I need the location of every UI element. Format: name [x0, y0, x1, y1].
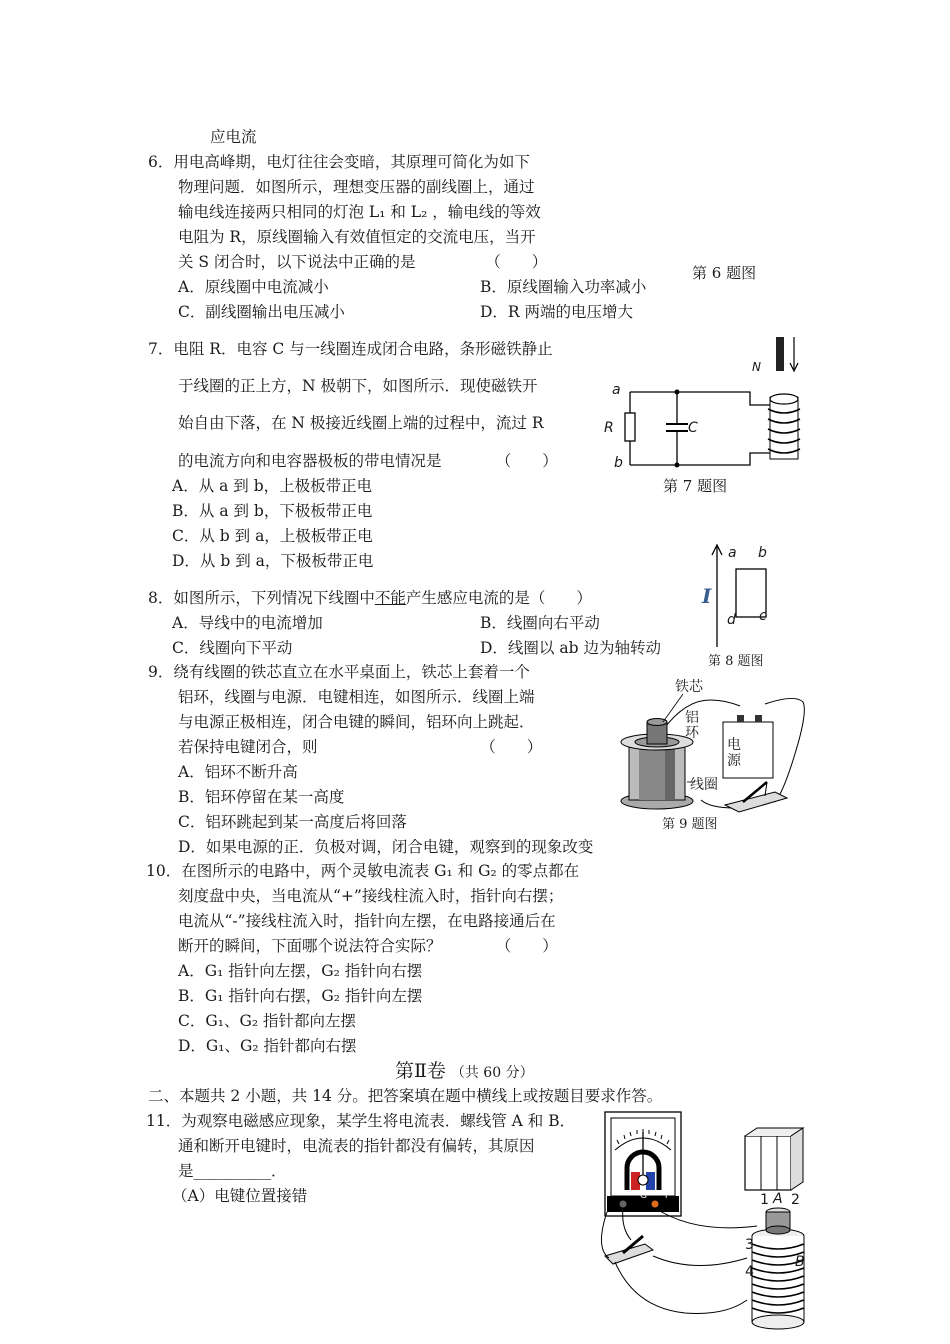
q6-stem-line: 输电线连接两只相同的灯泡 L₁ 和 L₂ ，输电线的等效 — [178, 203, 541, 221]
part-2-score: （共 60 分） — [450, 1065, 534, 1081]
q6-stem-line: 6．用电高峰期，电灯往往会变暗，其原理可简化为如下 — [148, 153, 530, 171]
q11-stem-line: 11．为观察电磁感应现象，某学生将电流表．螺线管 A 和 B． — [146, 1112, 576, 1130]
q7-label-a: a — [612, 382, 621, 398]
q7-label-r: R — [604, 420, 614, 436]
q7-figure-caption: 第 7 题图 — [663, 477, 728, 495]
q6-stem-line: 关 S 闭合时，以下说法中正确的是 （ ） — [178, 253, 548, 271]
q8-label-d: d — [727, 612, 736, 628]
q10-stem-line: 断开的瞬间，下面哪个说法符合实际？ （ ） — [178, 937, 558, 955]
q8-option-d: D．线圈以 ab 边为轴转动 — [480, 639, 661, 657]
q9-label-coil: 线圈 — [690, 777, 718, 793]
q9-stem-line: 9．绕有线圈的铁芯直立在水平桌面上，铁芯上套着一个 — [148, 663, 530, 681]
q8-option-c: C．线圈向下平动 — [172, 639, 293, 657]
q10-option-b: B．G₁ 指针向右摆，G₂ 指针向左摆 — [178, 987, 423, 1005]
q6-option-c: C．副线圈输出电压减小 — [178, 303, 345, 321]
q10-stem-line: 10．在图所示的电路中，两个灵敏电流表 G₁ 和 G₂ 的零点都在 — [146, 862, 580, 880]
q7-circuit-figure — [600, 335, 820, 475]
q7-stem-line: 7．电阻 R．电容 C 与一线圈连成闭合电路，条形磁铁静止 — [148, 340, 553, 358]
q11-option-a: （A）电键位置接错 — [172, 1187, 308, 1205]
q7-label-b: b — [614, 455, 623, 471]
q7-label-c: C — [688, 420, 698, 436]
q7-stem-line: 于线圈的正上方，N 极朝下，如图所示．现使磁铁开 — [178, 377, 538, 395]
q11-label-g: G — [640, 1191, 647, 1201]
q8-stem — [148, 587, 592, 609]
q7-option-d: D．从 b 到 a，下极板带正电 — [172, 552, 374, 570]
q9-option-d: D．如果电源的正．负极对调，闭合电键，观察到的现象改变 — [178, 838, 594, 856]
q11-apparatus-figure — [595, 1108, 835, 1338]
q7-stem-line: 的电流方向和电容器极板的带电情况是 （ ） — [178, 452, 558, 470]
q8-label-b: b — [758, 545, 767, 561]
q9-option-b: B．铝环停留在某一高度 — [178, 788, 345, 806]
q11-label-minus: - — [616, 1190, 620, 1201]
q7-stem-line: 始自由下落，在 N 极接近线圈上端的过程中，流过 R — [178, 414, 544, 432]
q11-terminal-1: 1 — [760, 1192, 769, 1208]
q9-stem-line: 铝环，线圈与电源．电键相连，如图所示．线圈上端 — [178, 688, 535, 706]
q9-figure-caption: 第 9 题图 — [662, 817, 718, 832]
q9-stem-line: 若保持电键闭合，则 （ ） — [178, 738, 543, 756]
q6-figure-caption: 第 6 题图 — [692, 264, 757, 282]
q8-label-i: I — [702, 584, 712, 608]
q8-stem-pre: 8．如图所示，下列情况下线圈中 — [148, 589, 375, 607]
q6-option-b: B．原线圈输入功率减小 — [480, 278, 647, 296]
q11-terminal-4: 4 — [745, 1264, 754, 1280]
q6-stem-line: 物理问题．如图所示，理想变压器的副线圈上，通过 — [178, 178, 535, 196]
q11-label-b: B — [795, 1254, 805, 1270]
q11-label-plus: + — [662, 1190, 671, 1201]
q7-option-c: C．从 b 到 a，上极板带正电 — [172, 527, 373, 545]
q9-stem-line: 与电源正极相连，闭合电键的瞬间，铝环向上跳起． — [178, 713, 535, 731]
q8-stem-emphasis: 不能 — [374, 589, 406, 607]
q6-stem-line: 电阻为 R，原线圈输入有效值恒定的交流电压，当开 — [178, 228, 536, 246]
q7-option-b: B．从 a 到 b，下极板带正电 — [172, 502, 373, 520]
q10-stem-line: 电流从“-”接线柱流入时，指针向左摆，在电路接通后在 — [178, 912, 556, 930]
q10-option-a: A．G₁ 指针向左摆，G₂ 指针向右摆 — [178, 962, 423, 980]
q6-option-a: A．原线圈中电流减小 — [178, 278, 329, 296]
q11-terminal-3: 3 — [745, 1237, 754, 1253]
q11-stem-line: 是__________． — [178, 1162, 287, 1180]
q9-label-source-2: 源 — [727, 753, 741, 769]
q7-label-n: N — [752, 360, 761, 374]
q8-option-b: B．线圈向右平动 — [480, 614, 600, 632]
part-2-title: 第Ⅱ卷 — [395, 1060, 446, 1082]
q11-terminal-2: 2 — [791, 1192, 800, 1208]
q10-option-d: D．G₁、G₂ 指针都向右摆 — [178, 1037, 357, 1055]
q10-option-c: C．G₁、G₂ 指针都向左摆 — [178, 1012, 356, 1030]
q5-tail-text: 应电流 — [210, 128, 257, 146]
part-2-heading — [395, 1058, 534, 1086]
q8-label-a: a — [728, 545, 737, 561]
q11-label-a: A — [773, 1191, 783, 1207]
q8-option-a: A．导线中的电流增加 — [172, 614, 323, 632]
q8-label-c: c — [759, 608, 767, 624]
part-2-instructions: 二、本题共 2 小题，共 14 分。把答案填在题中横线上或按题目要求作答。 — [148, 1087, 663, 1105]
q9-option-a: A．铝环不断升高 — [178, 763, 298, 781]
q8-stem-post: 产生感应电流的是（ ） — [405, 589, 592, 607]
q11-stem-line: 通和断开电键时，电流表的指针都没有偏转，其原因 — [178, 1137, 535, 1155]
q9-option-c: C．铝环跳起到某一高度后将回落 — [178, 813, 407, 831]
q9-label-ring-2: 环 — [685, 725, 699, 741]
q10-stem-line: 刻度盘中央，当电流从“+”接线柱流入时，指针向右摆； — [178, 887, 564, 905]
q9-label-ring-1: 铝 — [685, 710, 699, 726]
q8-figure-caption: 第 8 题图 — [708, 654, 764, 669]
q6-option-d: D．R 两端的电压增大 — [480, 303, 634, 321]
q8-wire-loop-figure — [700, 543, 790, 648]
q9-label-source-1: 电 — [727, 737, 741, 753]
q7-option-a: A．从 a 到 b，上极板带正电 — [172, 477, 373, 495]
q9-label-core: 铁芯 — [675, 679, 703, 695]
